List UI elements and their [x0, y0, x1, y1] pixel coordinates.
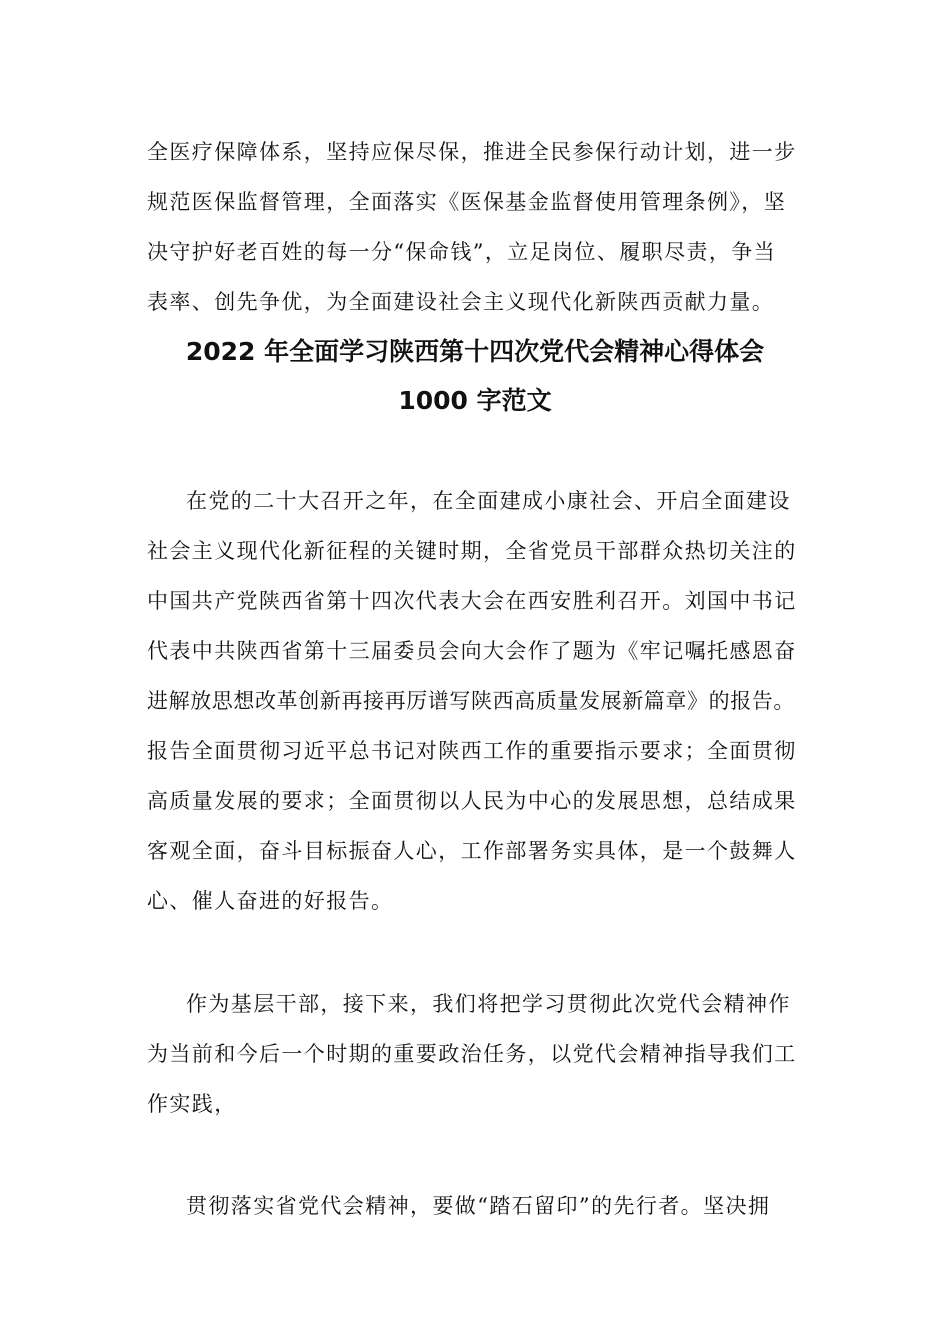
paragraph-line: 在党的二十大召开之年，在全面建成小康社会、开启全面建设	[186, 489, 791, 513]
paragraph-line: 规范医保监督管理，全面落实《医保基金监督使用管理条例》，坚	[147, 190, 787, 214]
paragraph-line: 高质量发展的要求；全面贯彻以人民为中心的发展思想，总结成果	[147, 789, 797, 813]
paragraph-line: 表率、创先争优，为全面建设社会主义现代化新陕西贡献力量。	[147, 290, 775, 314]
paragraph-line: 代表中共陕西省第十三届委员会向大会作了题为《牢记嘱托感恩奋	[147, 639, 797, 663]
paragraph-line: 全医疗保障体系，坚持应保尽保，推进全民参保行动计划，进一步	[147, 140, 797, 164]
paragraph-line: 中国共产党陕西省第十四次代表大会在西安胜利召开。刘国中书记	[147, 589, 797, 613]
paragraph-line: 客观全面，奋斗目标振奋人心，工作部署务实具体，是一个鼓舞人	[147, 839, 797, 863]
paragraph-line: 社会主义现代化新征程的关键时期，全省党员干部群众热切关注的	[147, 539, 797, 563]
paragraph-line: 心、催人奋进的好报告。	[147, 889, 394, 913]
document-title-line-1: 2022 年全面学习陕西第十四次党代会精神心得体会	[185, 337, 765, 366]
paragraph-line: 为当前和今后一个时期的重要政治任务，以党代会精神指导我们工	[147, 1042, 797, 1066]
paragraph-line: 贯彻落实省党代会精神，要做“踏石留印”的先行者。坚决拥	[186, 1194, 771, 1218]
paragraph-line: 决守护好老百姓的每一分“保命钱”，立足岗位、履职尽责，争当	[147, 240, 777, 264]
paragraph-line: 作实践，	[147, 1092, 237, 1116]
paragraph-line: 报告全面贯彻习近平总书记对陕西工作的重要指示要求；全面贯彻	[147, 739, 797, 763]
document-title-line-2: 1000 字范文	[398, 386, 552, 415]
paragraph-line: 进解放思想改革创新再接再厉谱写陕西高质量发展新篇章》的报告。	[147, 689, 795, 713]
paragraph-line: 作为基层干部，接下来，我们将把学习贯彻此次党代会精神作	[186, 992, 791, 1016]
